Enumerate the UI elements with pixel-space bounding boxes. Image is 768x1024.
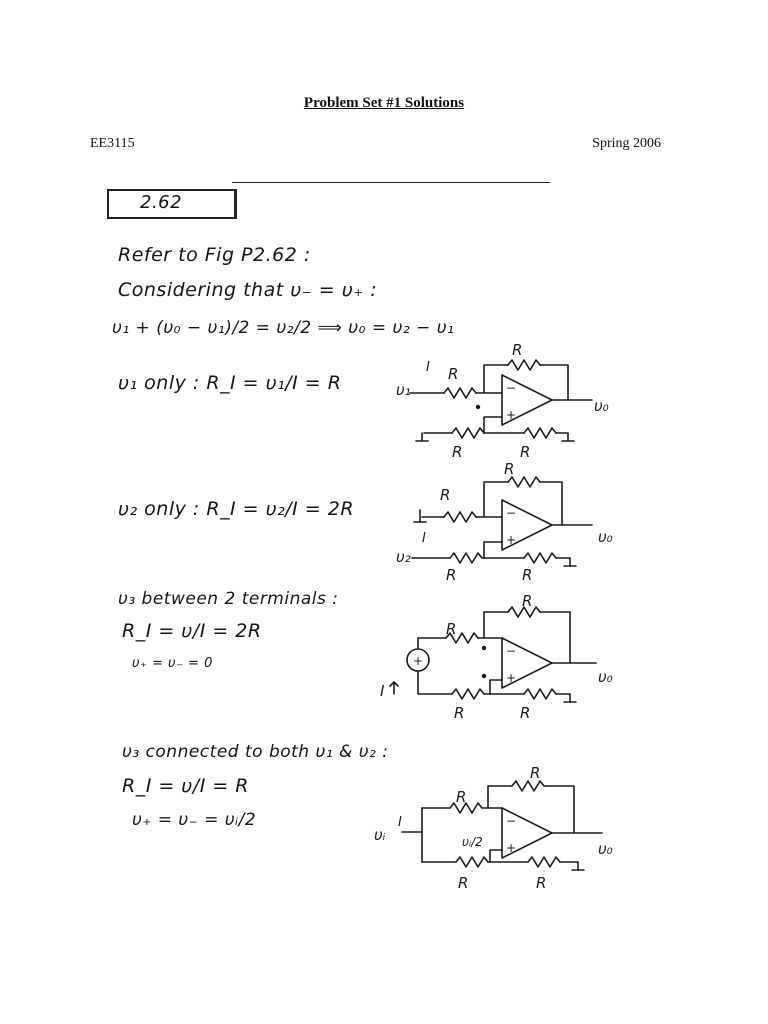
circuit-3-current: I bbox=[380, 682, 385, 700]
note-case2: υ₂ only : R_I = υ₂/I = 2R bbox=[118, 498, 355, 520]
svg-text:+: + bbox=[506, 533, 517, 547]
ground-resistor-2 bbox=[524, 689, 556, 699]
note-case4-sub: υ₊ = υ₋ = υᵢ/2 bbox=[132, 810, 257, 830]
ground-resistor-2 bbox=[528, 857, 560, 867]
svg-text:+: + bbox=[506, 408, 517, 422]
circuit-3-diagram bbox=[378, 590, 622, 722]
svg-text:−: − bbox=[506, 644, 517, 658]
feedback-resistor bbox=[508, 477, 540, 487]
term-label: Spring 2006 bbox=[592, 136, 661, 151]
input-resistor bbox=[444, 388, 476, 398]
circuit-1-input: υ₁ bbox=[396, 381, 411, 399]
circuit-2-r-bot1: R bbox=[446, 566, 457, 584]
circuit-2-input: υ₂ bbox=[396, 548, 411, 566]
circuit-4-r-top: R bbox=[530, 764, 541, 782]
svg-text:−: − bbox=[506, 506, 517, 520]
circuit-4-input: υᵢ bbox=[374, 826, 386, 844]
circuit-1-r-bot1: R bbox=[452, 443, 463, 461]
note-case4-title: υ₃ connected to both υ₁ & υ₂ : bbox=[122, 742, 389, 762]
circuit-2-r-top: R bbox=[504, 460, 515, 478]
ground-resistor-2 bbox=[524, 553, 556, 563]
page-title: Problem Set #1 Solutions bbox=[303, 95, 465, 111]
circuit-3-r-in: R bbox=[446, 620, 457, 638]
circuit-4-r-in: R bbox=[456, 788, 467, 806]
ground-resistor-1 bbox=[452, 689, 484, 699]
ground-resistor-1 bbox=[450, 553, 482, 563]
circuit-1-r-bot2: R bbox=[520, 443, 531, 461]
circuit-3-r-top: R bbox=[522, 592, 533, 610]
note-case1: υ₁ only : R_I = υ₁/I = R bbox=[118, 372, 342, 394]
circuit-2-r-in: R bbox=[440, 486, 451, 504]
feedback-resistor bbox=[512, 781, 544, 791]
circuit-2-diagram bbox=[392, 462, 622, 587]
svg-text:+: + bbox=[506, 841, 517, 855]
circuit-1-output: υ₀ bbox=[594, 397, 609, 415]
svg-text:+: + bbox=[506, 671, 517, 685]
ground-resistor-1 bbox=[456, 857, 488, 867]
circuit-1-diagram bbox=[392, 341, 622, 465]
circuit-1-r-in: R bbox=[448, 365, 459, 383]
note-equation: υ₁ + (υ₀ − υ₁)/2 = υ₂/2 ⟹ υ₀ = υ₂ − υ₁ bbox=[112, 318, 455, 338]
circuit-2-r-bot2: R bbox=[522, 566, 533, 584]
circuit-4-r-bot2: R bbox=[536, 874, 547, 892]
circuit-3-r-bot1: R bbox=[454, 704, 465, 722]
problem-number: 2.62 bbox=[140, 192, 183, 213]
circuit-4-mid: υᵢ/2 bbox=[462, 835, 483, 849]
svg-text:+: + bbox=[413, 654, 424, 668]
ground-resistor-2 bbox=[524, 428, 556, 438]
svg-text:−: − bbox=[506, 381, 517, 395]
circuit-3-output: υ₀ bbox=[598, 668, 613, 686]
note-intro: Refer to Fig P2.62 : bbox=[118, 244, 311, 266]
ground-resistor-1 bbox=[452, 428, 484, 438]
feedback-resistor bbox=[508, 360, 540, 370]
circuit-4-output: υ₀ bbox=[598, 840, 613, 858]
note-considering: Considering that υ₋ = υ₊ : bbox=[118, 279, 378, 301]
circuit-2-output: υ₀ bbox=[598, 528, 613, 546]
problem-rule bbox=[232, 182, 550, 183]
circuit-4-diagram bbox=[372, 758, 622, 898]
note-case3-eq: R_I = υ/I = 2R bbox=[122, 620, 262, 642]
note-case3-sub: υ₊ = υ₋ = 0 bbox=[132, 656, 213, 671]
circuit-2-current: I bbox=[422, 531, 426, 546]
circuit-1-current: I bbox=[426, 360, 430, 375]
circuit-4-current: I bbox=[398, 815, 402, 830]
circuit-3-r-bot2: R bbox=[520, 704, 531, 722]
course-code: EE3115 bbox=[90, 136, 135, 151]
svg-text:−: − bbox=[506, 814, 517, 828]
note-case4-eq: R_I = υ/I = R bbox=[122, 775, 250, 797]
note-case3-title: υ₃ between 2 terminals : bbox=[118, 589, 339, 609]
input-resistor bbox=[444, 512, 476, 522]
circuit-1-r-top: R bbox=[512, 341, 523, 359]
circuit-4-r-bot1: R bbox=[458, 874, 469, 892]
